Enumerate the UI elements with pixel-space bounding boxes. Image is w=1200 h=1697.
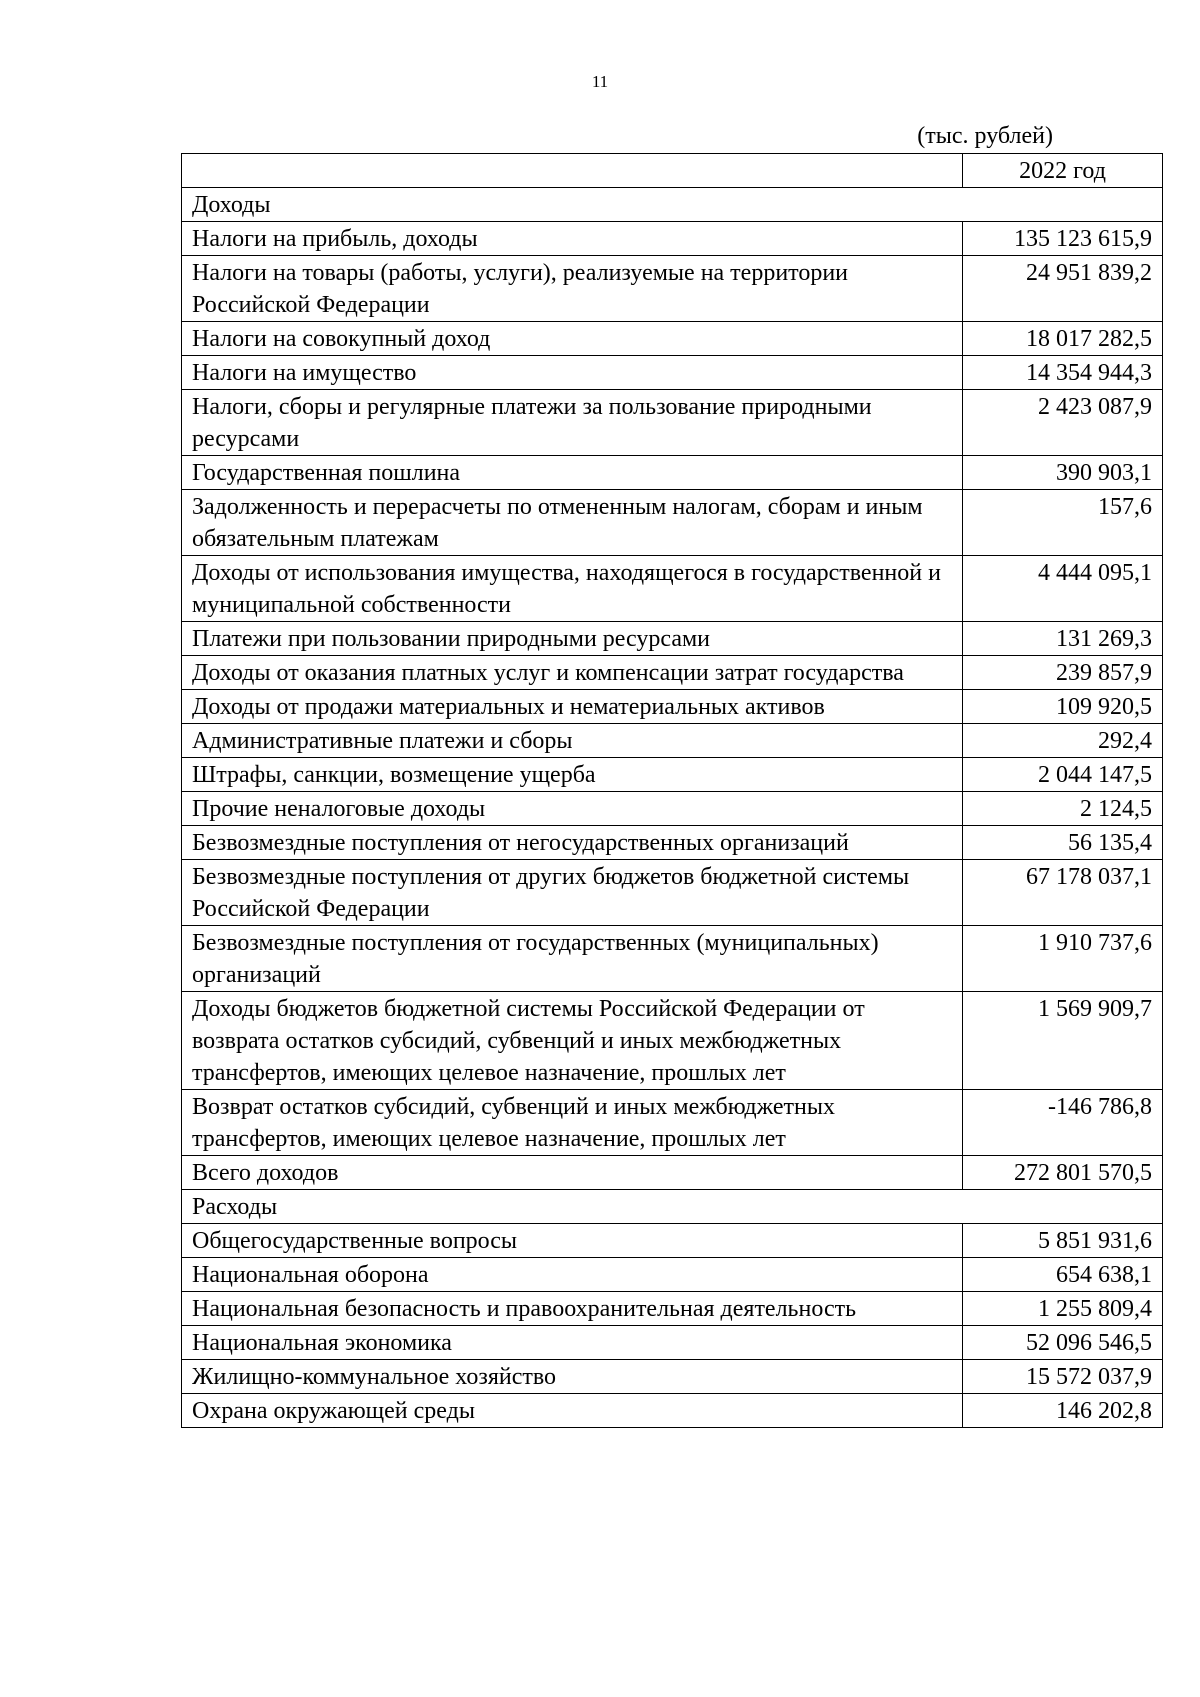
- section-title-income: Доходы: [182, 188, 1163, 222]
- table-row: [182, 1360, 1163, 1394]
- row-label: Общегосударственные вопросы: [182, 1224, 963, 1258]
- row-value: 2 423 087,9: [963, 390, 1163, 456]
- row-value: 1 569 909,7: [963, 992, 1163, 1090]
- row-label: Безвозмездные поступления от других бюджетов бюджетной системы Российской Федерации: [182, 860, 963, 926]
- row-label: Всего доходов: [182, 1156, 963, 1190]
- row-label: Прочие неналоговые доходы: [182, 792, 963, 826]
- row-label: Национальная экономика: [182, 1326, 963, 1360]
- row-value: 5 851 931,6: [963, 1224, 1163, 1258]
- table-row: [182, 222, 1163, 256]
- row-value: 390 903,1: [963, 456, 1163, 490]
- table-row: [182, 1394, 1163, 1428]
- row-label: Доходы от продажи материальных и нематериальных активов: [182, 690, 963, 724]
- table-row: [182, 256, 1163, 322]
- table-row: [182, 926, 1163, 992]
- row-label: Национальная оборона: [182, 1258, 963, 1292]
- row-value: 131 269,3: [963, 622, 1163, 656]
- row-label: Задолженность и перерасчеты по отмененным налогам, сборам и иным обязательным платежам: [182, 490, 963, 556]
- row-value: 239 857,9: [963, 656, 1163, 690]
- row-value: 24 951 839,2: [963, 256, 1163, 322]
- row-label: Национальная безопасность и правоохранительная деятельность: [182, 1292, 963, 1326]
- table-row: [182, 656, 1163, 690]
- table-row: [182, 556, 1163, 622]
- row-value: 52 096 546,5: [963, 1326, 1163, 1360]
- row-value: 146 202,8: [963, 1394, 1163, 1428]
- header-label-cell: [182, 154, 963, 188]
- income-total-row: [182, 1156, 1163, 1190]
- row-value: 272 801 570,5: [963, 1156, 1163, 1190]
- table-row: [182, 1326, 1163, 1360]
- table-row: [182, 1258, 1163, 1292]
- row-value: 2 044 147,5: [963, 758, 1163, 792]
- row-label: Возврат остатков субсидий, субвенций и иных межбюджетных трансфертов, имеющих целевое назначение, прошлых лет: [182, 1090, 963, 1156]
- row-value: 56 135,4: [963, 826, 1163, 860]
- unit-note: (тыс. рублей): [917, 123, 1053, 149]
- row-value: 4 444 095,1: [963, 556, 1163, 622]
- row-value: 2 124,5: [963, 792, 1163, 826]
- row-value: 15 572 037,9: [963, 1360, 1163, 1394]
- table-row: [182, 826, 1163, 860]
- row-label: Штрафы, санкции, возмещение ущерба: [182, 758, 963, 792]
- row-label: Административные платежи и сборы: [182, 724, 963, 758]
- row-value: 135 123 615,9: [963, 222, 1163, 256]
- row-label: Доходы от оказания платных услуг и компенсации затрат государства: [182, 656, 963, 690]
- row-value: 14 354 944,3: [963, 356, 1163, 390]
- header-year-cell: 2022 год: [963, 154, 1163, 188]
- page-number: 11: [591, 72, 609, 91]
- row-value: 18 017 282,5: [963, 322, 1163, 356]
- row-label: Охрана окружающей среды: [182, 1394, 963, 1428]
- section-row-expenses: [182, 1190, 1163, 1224]
- row-label: Жилищно-коммунальное хозяйство: [182, 1360, 963, 1394]
- table-header-row: [182, 154, 1163, 188]
- table-row: [182, 792, 1163, 826]
- table-row: [182, 1090, 1163, 1156]
- row-value: 1 255 809,4: [963, 1292, 1163, 1326]
- budget-table-body: [182, 154, 1163, 1428]
- table-row: [182, 860, 1163, 926]
- budget-table: [181, 153, 1163, 1428]
- row-value: -146 786,8: [963, 1090, 1163, 1156]
- row-label: Безвозмездные поступления от государственных (муниципальных) организаций: [182, 926, 963, 992]
- row-value: 292,4: [963, 724, 1163, 758]
- row-label: Налоги на имущество: [182, 356, 963, 390]
- table-row: [182, 758, 1163, 792]
- row-label: Платежи при пользовании природными ресурсами: [182, 622, 963, 656]
- row-label: Безвозмездные поступления от негосударственных организаций: [182, 826, 963, 860]
- table-row: [182, 992, 1163, 1090]
- row-label: Налоги на совокупный доход: [182, 322, 963, 356]
- row-label: Доходы от использования имущества, находящегося в государственной и муниципальной собственности: [182, 556, 963, 622]
- row-label: Налоги на товары (работы, услуги), реализуемые на территории Российской Федерации: [182, 256, 963, 322]
- table-row: [182, 322, 1163, 356]
- table-row: [182, 1224, 1163, 1258]
- row-value: 1 910 737,6: [963, 926, 1163, 992]
- row-value: 157,6: [963, 490, 1163, 556]
- table-row: [182, 690, 1163, 724]
- section-row-income: [182, 188, 1163, 222]
- table-row: [182, 356, 1163, 390]
- table-row: [182, 390, 1163, 456]
- row-value: 67 178 037,1: [963, 860, 1163, 926]
- row-label: Налоги, сборы и регулярные платежи за пользование природными ресурсами: [182, 390, 963, 456]
- table-row: [182, 1292, 1163, 1326]
- row-label: Налоги на прибыль, доходы: [182, 222, 963, 256]
- table-row: [182, 456, 1163, 490]
- row-value: 109 920,5: [963, 690, 1163, 724]
- row-label: Государственная пошлина: [182, 456, 963, 490]
- table-row: [182, 724, 1163, 758]
- table-row: [182, 622, 1163, 656]
- row-label: Доходы бюджетов бюджетной системы Российской Федерации от возврата остатков субсидий, субвенций и иных межбюджетных трансфертов, имеющих целевое назначение, прошлых лет: [182, 992, 963, 1090]
- row-value: 654 638,1: [963, 1258, 1163, 1292]
- table-row: [182, 490, 1163, 556]
- section-title-expenses: Расходы: [182, 1190, 1163, 1224]
